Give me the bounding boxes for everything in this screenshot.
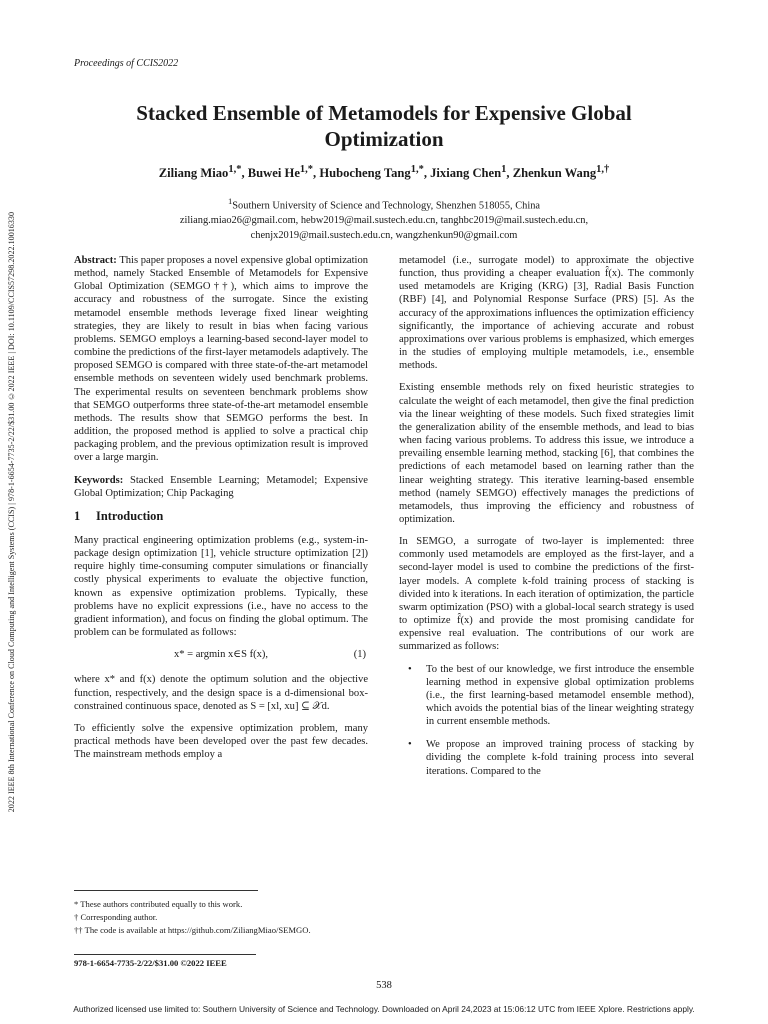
isbn-divider: [74, 954, 256, 955]
affiliation: [74, 194, 694, 214]
list-item-text: To the best of our knowledge, we first introduce the ensemble learning method in expensive global optimization problems (i.e., the first learning-based metamodel ensemble method), which avoids the potential bias of the linear weighting strategy in current ensemble methods.: [426, 663, 694, 728]
footnote-2: † Corresponding author.: [74, 911, 158, 922]
author-sup: 1,†: [596, 164, 610, 175]
title-line-1: Stacked Ensemble of Metamodels for Expensive Global: [136, 101, 632, 125]
list-item: [399, 663, 694, 729]
abstract-text: This paper proposes a novel expensive global optimization method, namely Stacked Ensemble of Metamodels for Expensive Global Optimization (SEMGO††), which aims to improve the accuracy and robustness of the surrogate. Since the existing metamodel ensemble methods leverage fixed linear weighting strategies, they are likely to result in bias when facing various problems. SEMGO employs a learning-based second-layer model to combine the predictions of the first-layer metamodels adaptively. The proposed SEMGO is compared with three state-of-the-art metamodel ensemble methods on seventeen widely used benchmark problems. The experimental results on seventeen benchmark problems show that SEMGO outperforms three state-of-the-art metamodel ensemble methods. The results show that SEMGO performs the best. In addition, the proposed method is applied to solve a practical chip packaging problem, and the previous optimization result is improved over a large margin.: [74, 255, 368, 464]
title-line-2: Optimization: [324, 127, 444, 151]
author-name: Buwei He: [247, 166, 300, 181]
author-sup: 1,*: [228, 164, 242, 175]
keywords-label: Keywords:: [74, 474, 124, 486]
intro-paragraph-3: To efficiently solve the expensive optimization problem, many practical methods have been developed over the past few decades. The mainstream methods employ a: [74, 722, 368, 761]
author-name: Zhenkun Wang: [512, 166, 597, 181]
author-sup: 1,*: [299, 164, 314, 175]
page-number: 538: [376, 980, 392, 991]
footnote-divider: [74, 890, 258, 891]
author-sup: 1: [501, 164, 507, 175]
left-column: [74, 254, 368, 770]
affiliation-block: [74, 194, 694, 243]
list-item: [399, 738, 694, 777]
affiliation-sup: 1: [227, 196, 233, 206]
right-paragraph-3: In SEMGO, a surrogate of two-layer is implemented: three commonly used metamodels are employed as the first-layer, and a second-layer model is used to combine the predictions of the first-layer models. A complete k-fold training process of stacking is divided into k iterations. In each iteration of optimization, the particle swarm optimization (PSO) with a global-local search strategy is used to optimize f̂(x) and provide the most promising candidate for expensive real evaluation. The contributions of our work are summarized as follows:: [399, 536, 694, 653]
right-paragraph-1: metamodel (i.e., surrogate model) to approximate the objective function, thus providing a cheaper evaluation f̂(x). The commonly used metamodels are Kriging (KRG) [3], Radial Basis Function (RBF) [4], and Polynomial Response Surface (PRS) [5]. As the accuracy of the approximations influences the optimization efficiency significantly, the importance of achieving accurate and robust approximations over various problems is emphasized, which emerges in the studies of employing multiple metamodels, i.e., ensemble methods.: [399, 255, 694, 372]
intro-paragraph-1: Many practical engineering optimization problems (e.g., system-in-package design optimization [1], vehicle structure optimization [2]) require highly time-consuming computer simulations or financially costly physical experiments to evaluate the objective function, known as expensive optimization problems. Typically, these problems have no explicit expressions (i.e., have no access to the gradient information), and focus on finding the global optimum. The problem can be formulated as follows:: [74, 534, 368, 639]
abstract: [74, 254, 368, 465]
abstract-label: Abstract:: [74, 255, 117, 266]
license-notice: Authorized licensed use limited to: Southern University of Science and Technology. Downloaded on April 24,2023 at 15:06:12 UTC from IEEE Xplore. Restrictions apply.: [73, 1004, 695, 1014]
contribution-list: [399, 663, 694, 778]
list-item-text: We propose an improved training process of stacking by dividing the complete k-fold training process into several iterations. Compared to the: [426, 739, 694, 777]
paper-title: [74, 100, 694, 152]
section-title: Introduction: [96, 508, 164, 523]
intro-paragraph-2: where x* and f(x) denote the optimum solution and the objective function, respectively, and the design space is a d-dimensional box-constrained continuous space, denoted as S = [xl, xu] ⊆ 𝒳d.: [74, 674, 368, 712]
proceedings-header: Proceedings of CCIS2022: [74, 58, 179, 69]
author-name: Hubocheng Tang: [319, 166, 411, 181]
right-paragraph-2: Existing ensemble methods rely on fixed heuristic strategies to calculate the weight of each metamodel, then give the final prediction via the linear weighting of these models. Such fixed strategies limit the generalization ability of the ensemble methods, and lead to bias when facing various problems. To address this issue, we introduce a prevailing ensemble learning method, stacking [6], that combines the predictions of each metamodel based on learning rather than the linear weighting strategy. This iterative learning-based ensemble method (namely SEMGO) effectively manages the predictions of metamodels, thus improving the efficiency and robustness of optimization.: [399, 382, 694, 525]
equation-1-number: (1): [353, 649, 366, 661]
right-column: [399, 254, 694, 788]
section-heading: [74, 510, 368, 523]
affiliation-text: Southern University of Science and Technology, Shenzhen 518055, China: [232, 200, 541, 212]
author-name: Jixiang Chen: [430, 166, 502, 181]
isbn-line: 978-1-6654-7735-2/22/$31.00 ©2022 IEEE: [74, 958, 227, 968]
keywords: [74, 474, 368, 500]
emails-line-2: chenjx2019@mail.sustech.edu.cn, wangzhenkun90@gmail.com: [250, 229, 518, 241]
doi-sidebar: [2, 155, 20, 870]
author-sup: 1,*: [410, 164, 424, 175]
emails-line-1: ziliang.miao26@gmail.com, hebw2019@mail.sustech.edu.cn, tanghbc2019@mail.sustech.edu.cn,: [179, 215, 589, 227]
section-number: 1: [74, 508, 81, 523]
bullet-icon: •: [408, 663, 412, 675]
author-name: Ziliang Miao: [158, 166, 229, 181]
footnotes: [74, 898, 311, 936]
bullet-icon: •: [408, 739, 412, 751]
footnote-1: * These authors contributed equally to this work.: [74, 899, 243, 909]
keywords-text: Stacked Ensemble Learning; Metamodel; Expensive Global Optimization; Chip Packaging: [74, 474, 368, 499]
equation-1: [74, 648, 368, 661]
equation-1-text: x* = argmin x∈S f(x),: [173, 649, 269, 661]
doi-sidebar-text: 2022 IEEE 8th International Conference on Cloud Computing and Intelligent Systems (CCIS) | 978-1-6654-7735-2/22/$31.00 ©2022 IEEE | DOI: 10.1109/CCIS57298.2022.10016330: [6, 212, 16, 813]
author-list: Ziliang Miao$^{1,*}$, Buwei $He^{1,*}$, Hubocheng Tang$^{1,*}$, Jixiang Chen$^1$, Zhenkun Wang$^{1,\dagger}$: [158, 164, 610, 181]
footnote-3: †† The code is available at https://github.com/ZiliangMiao/SEMGO.: [74, 924, 311, 935]
